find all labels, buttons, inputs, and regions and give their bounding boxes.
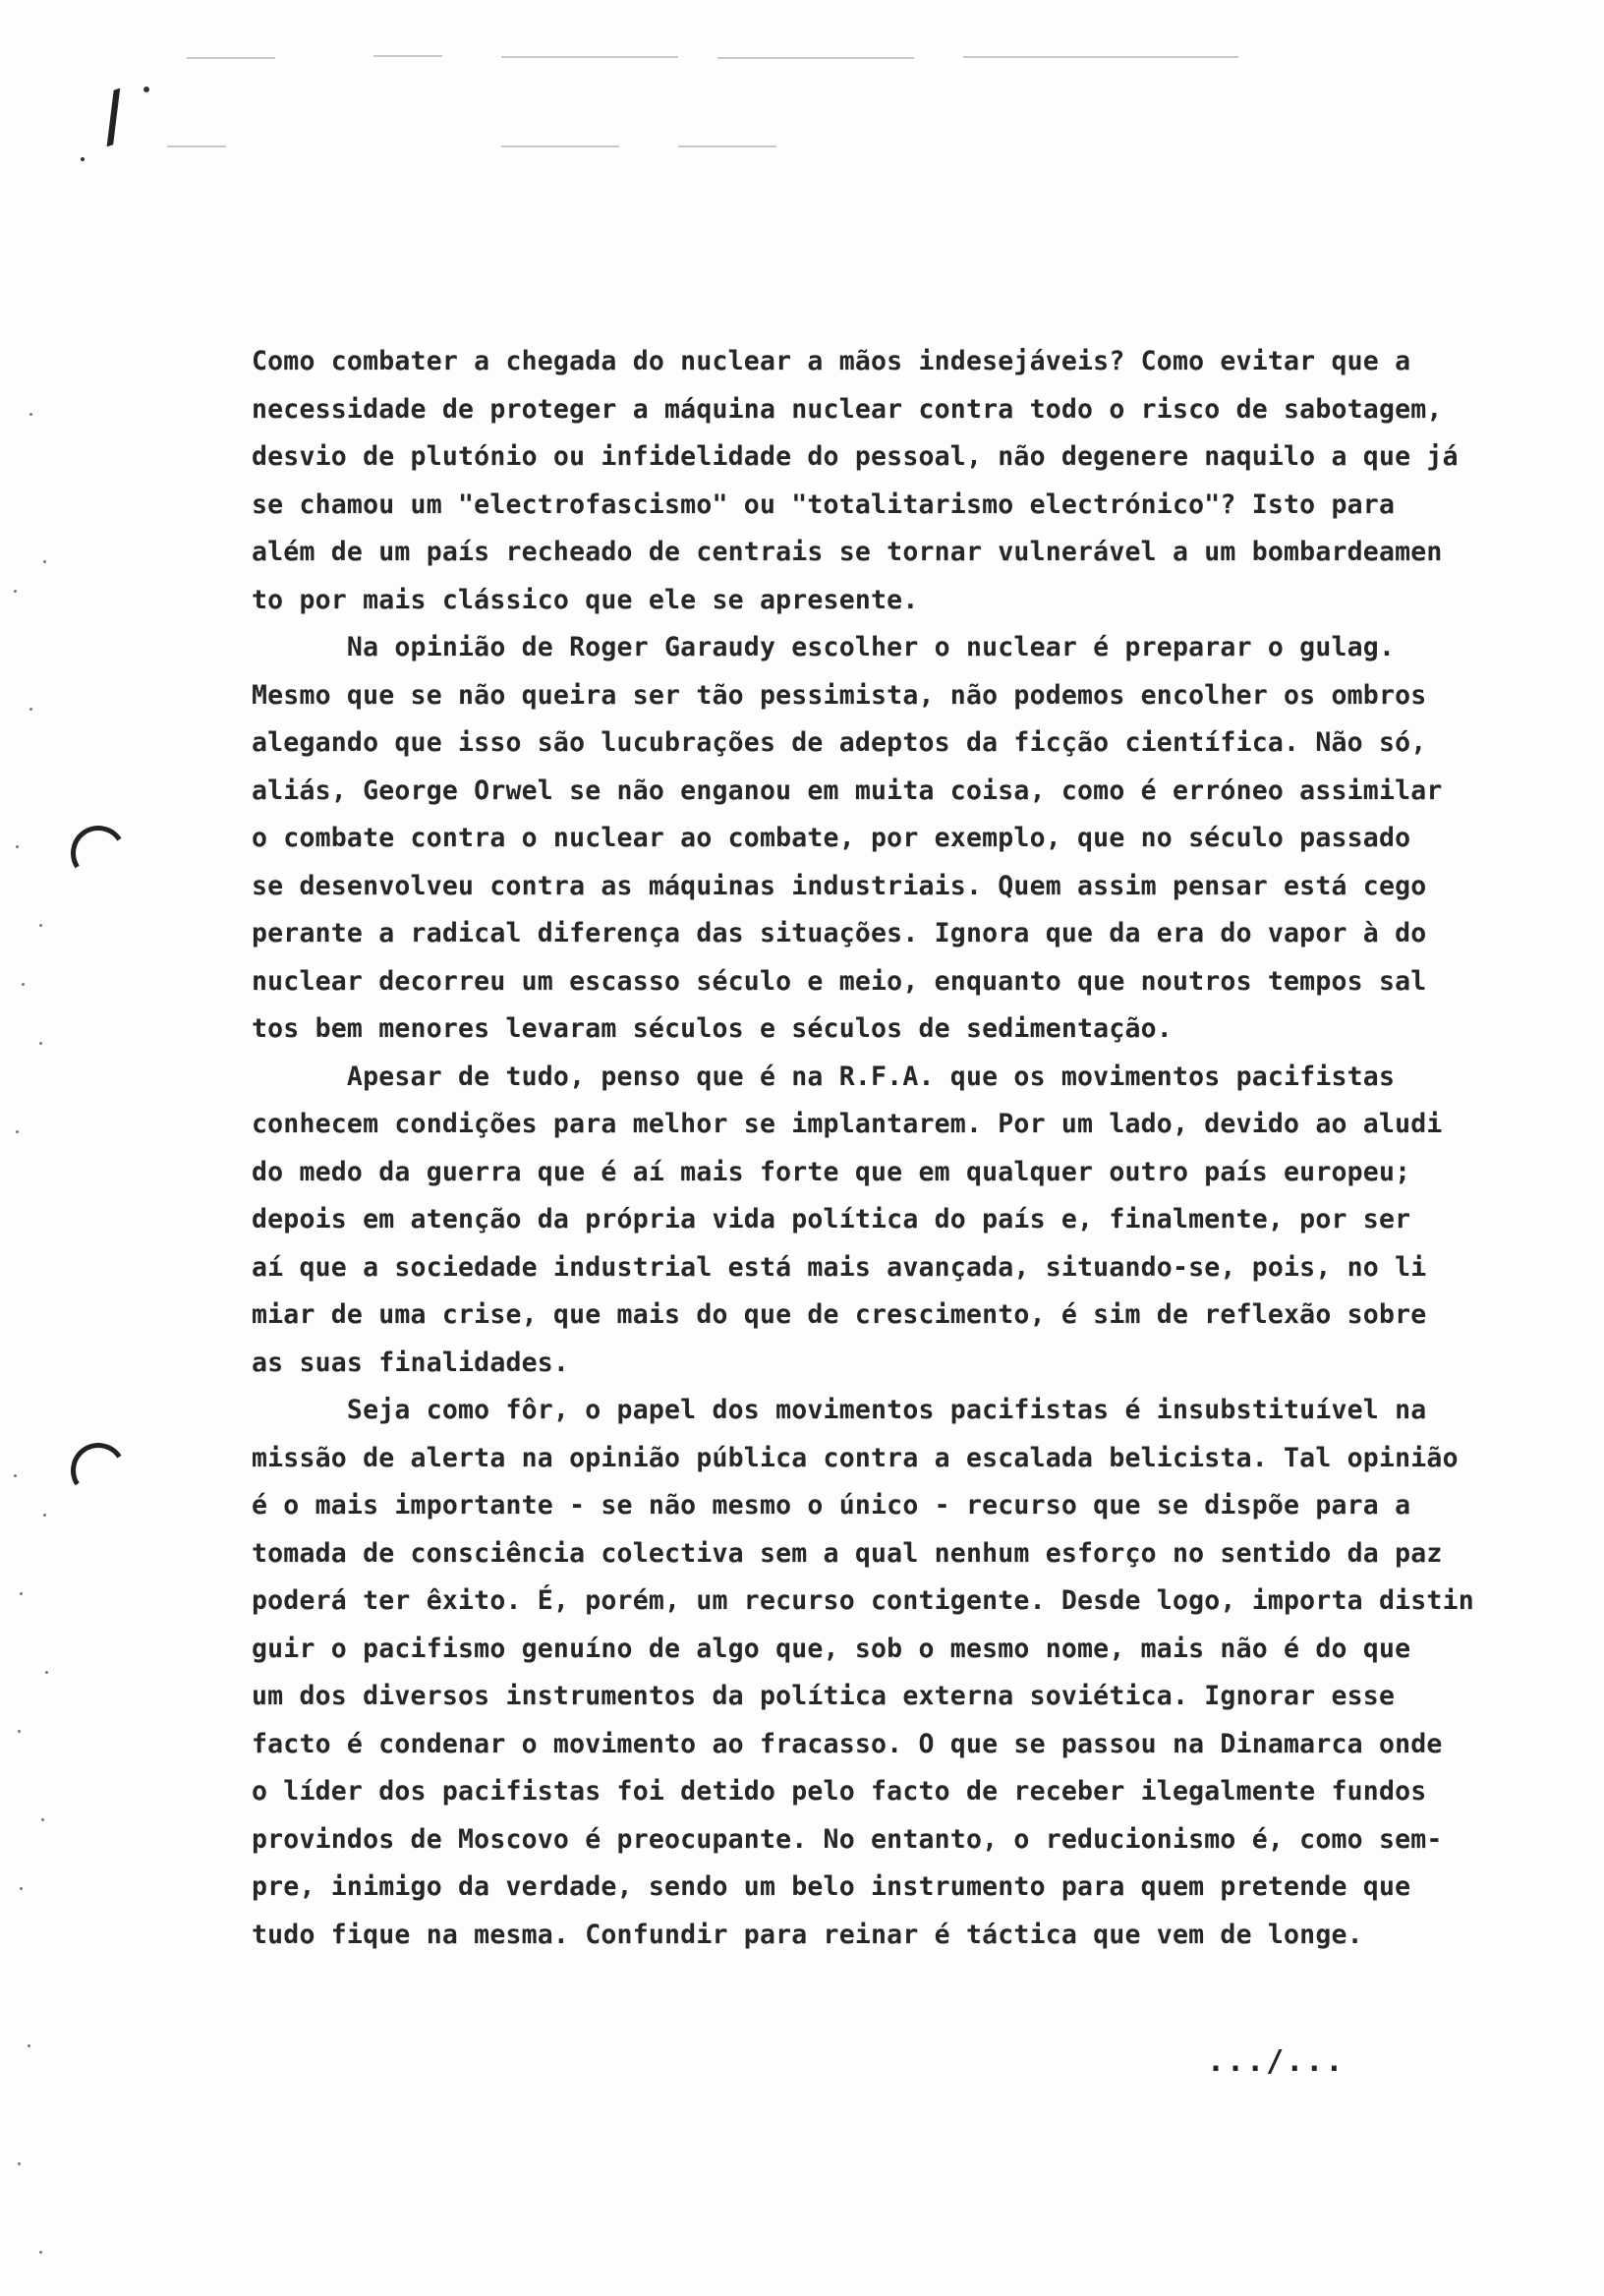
text-line: guir o pacifismo genuíno de algo que, sob o mesmo nome, mais não é do que [252, 1633, 1411, 1664]
text-line: aí que a sociedade industrial está mais avançada, situando-se, pois, no li [252, 1251, 1427, 1283]
text-line: do medo da guerra que é aí mais forte que em qualquer outro país europeu; [252, 1156, 1411, 1187]
text-line: um dos diversos instrumentos da política externa soviética. Ignorar esse [252, 1681, 1396, 1711]
text-line: facto é condenar o movimento ao fracasso. O que se passou na Dinamarca onde [252, 1728, 1443, 1759]
punch-hole-mark [66, 821, 131, 886]
text-line: tos bem menores levaram séculos e séculos de sedimentação. [252, 1013, 1173, 1044]
text-line: alegando que isso são lucubrações de adeptos da ficção científica. Não só, [252, 727, 1427, 758]
margin-speck [43, 1514, 46, 1517]
margin-speck [29, 413, 32, 416]
margin-speck [39, 924, 42, 927]
scan-artifact-line [501, 56, 678, 58]
margin-speck [18, 1730, 21, 1733]
top-mark-dot [143, 86, 149, 92]
text-line: poderá ter êxito. É, porém, um recurso contigente. Desde logo, importa distin [252, 1585, 1474, 1616]
margin-speck [14, 1474, 17, 1477]
text-line: perante a radical diferença das situações. Ignora que da era do vapor à do [252, 918, 1427, 948]
margin-speck [28, 2044, 30, 2047]
margin-speck [20, 1887, 23, 1890]
text-line: depois em atenção da própria vida política do país e, finalmente, por ser [252, 1204, 1411, 1234]
margin-speck [39, 2251, 42, 2254]
text-line: se chamou um "electrofascismo" ou "totalitarismo electrónico"? Isto para [252, 488, 1396, 520]
margin-speck [43, 560, 46, 563]
text-line: é o mais importante - se não mesmo o único - recurso que se dispõe para a [252, 1490, 1411, 1521]
text-line: Seja como fôr, o papel dos movimentos pacifistas é insubstituível na [252, 1395, 1427, 1425]
text-line: o líder dos pacifistas foi detido pelo facto de receber ilegalmente fundos [252, 1776, 1427, 1807]
text-line: provindos de Moscovo é preocupante. No entanto, o reducionismo é, como sem- [252, 1823, 1443, 1855]
margin-speck [16, 845, 19, 848]
punch-hole-mark [66, 1438, 131, 1503]
text-line: pre, inimigo da verdade, sendo um belo instrumento para quem pretende que [252, 1871, 1411, 1902]
text-line: além de um país recheado de centrais se tornar vulnerável a um bombardeamen [252, 537, 1443, 567]
continuation-mark: .../... [1207, 2044, 1346, 2079]
scan-artifact-line [678, 145, 776, 147]
scan-artifact-line [501, 145, 619, 147]
scan-artifact-line [717, 57, 914, 59]
margin-speck [29, 708, 32, 711]
text-line: as suas finalidades. [252, 1347, 570, 1378]
margin-speck [20, 1592, 23, 1595]
text-line: desvio de plutónio ou infidelidade do pessoal, não degenere naquilo a que já [252, 441, 1459, 472]
top-handwritten-mark: / [84, 76, 143, 158]
scan-artifact-line [187, 57, 275, 59]
text-line: miar de uma crise, que mais do que de crescimento, é sim de reflexão sobre [252, 1299, 1427, 1330]
margin-speck [39, 1042, 42, 1045]
text-line: nuclear decorreu um escasso século e meio, enquanto que noutros tempos sal [252, 965, 1427, 997]
margin-speck [41, 1818, 44, 1821]
text-line: Na opinião de Roger Garaudy escolher o nuclear é preparar o gulag. [252, 632, 1396, 662]
text-line: to por mais clássico que ele se apresente. [252, 584, 919, 615]
scan-artifact-line [963, 56, 1238, 58]
margin-speck [45, 1671, 48, 1674]
text-line: Apesar de tudo, penso que é na R.F.A. que os movimentos pacifistas [252, 1061, 1396, 1092]
text-line: missão de alerta na opinião pública contra a escalada belicista. Tal opinião [252, 1442, 1459, 1473]
margin-speck [14, 590, 17, 593]
text-line: aliás, George Orwel se não enganou em muita coisa, como é erróneo assimilar [252, 775, 1443, 806]
text-line: conhecem condições para melhor se implantarem. Por um lado, devido ao aludi [252, 1109, 1443, 1139]
scan-artifact-line [373, 55, 442, 57]
scan-artifact-line [167, 145, 226, 147]
text-line: se desenvolveu contra as máquinas industriais. Quem assim pensar está cego [252, 870, 1427, 901]
margin-speck [22, 983, 25, 986]
text-line: tomada de consciência colectiva sem a qual nenhum esforço no sentido da paz [252, 1537, 1443, 1569]
text-line: Como combater a chegada do nuclear a mãos indesejáveis? Como evitar que a [252, 346, 1411, 376]
text-line: o combate contra o nuclear ao combate, por exemplo, que no século passado [252, 823, 1411, 853]
top-mark-dot [81, 157, 85, 161]
text-line: tudo fique na mesma. Confundir para reinar é táctica que vem de longe. [252, 1919, 1363, 1950]
margin-speck [18, 2162, 21, 2165]
text-line: necessidade de proteger a máquina nuclear contra todo o risco de sabotagem, [252, 393, 1443, 425]
text-line: Mesmo que se não queira ser tão pessimista, não podemos encolher os ombros [252, 679, 1427, 711]
document-body [252, 338, 1569, 1959]
margin-speck [16, 1130, 19, 1133]
